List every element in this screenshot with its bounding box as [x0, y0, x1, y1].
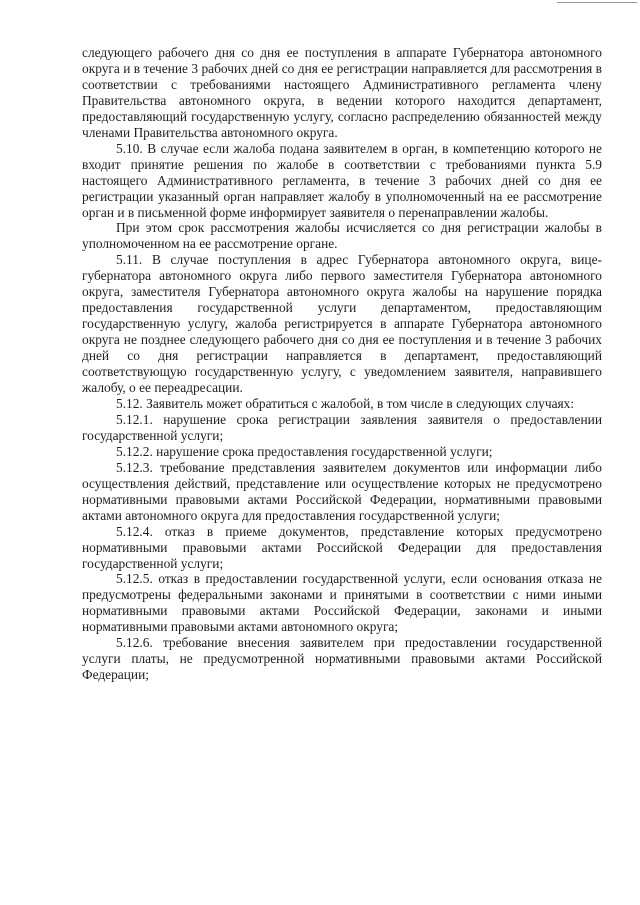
document-body [82, 45, 602, 683]
paragraph-5-12-4: 5.12.4. отказ в приеме документов, представление которых предусмотрено нормативными правовыми актами Российской Федерации для предоставления государственной услуги; [82, 523, 602, 571]
paragraph-5-12: 5.12. Заявитель может обратиться с жалобой, в том числе в следующих случаях: [116, 395, 575, 411]
paragraph-5-12-3: 5.12.3. требование представления заявителем документов или информации либо осуществления действий, представление или осуществление которых не предусмотрено нормативными правовыми актами Российской Федерации, нормативными правовыми актами автономного округа для предоставления государственной услуги; [82, 459, 602, 523]
paragraph-5-10: 5.10. В случае если жалоба подана заявителем в орган, в компетенцию которого не входит принятие решения по жалобе в соответствии с требованиями пункта 5.9 настоящего Административного регламента, в течение 3 рабочих дней со дня ее регистрации указанный орган направляет жалобу в уполномоченный на ее рассмотрение орган и в письменной форме информирует заявителя о перенаправлении жалобы. [82, 140, 602, 220]
paragraph-deadline-note: При этом срок рассмотрения жалобы исчисляется со дня регистрации жалобы в уполномоченном на ее рассмотрение органе. [82, 220, 602, 252]
paragraph-continuation: следующего рабочего дня со дня ее поступления в аппарате Губернатора автономного округа и в течение 3 рабочих дней со дня ее регистрации направляется для рассмотрения в соответствии с требованиями настоящего Административного регламента члену Правительства автономного округа, в ведении которого находится департамент, предоставляющий государственную услугу, согласно распределению обязанностей между членами Правительства автономного округа. [82, 45, 602, 140]
top-edge-rule [557, 2, 637, 3]
paragraph-5-12-2: 5.12.2. нарушение срока предоставления государственной услуги; [116, 443, 493, 459]
paragraph-5-12-6: 5.12.6. требование внесения заявителем при предоставлении государственной услуги платы, не предусмотренной нормативными правовыми актами Российской Федерации; [82, 635, 602, 683]
paragraph-5-12-5: 5.12.5. отказ в предоставлении государственной услуги, если основания отказа не предусмотрены федеральными законами и принятыми в соответствии с ними иными нормативными правовыми актами Российской Федерации, законами и иными нормативными правовыми актами автономного округа; [82, 571, 602, 635]
paragraph-5-11: 5.11. В случае поступления в адрес Губернатора автономного округа, вице-губернатора автономного округа либо первого заместителя Губернатора автономного округа, заместителя Губернатора автономного округа жалобы на нарушение порядка предоставления государственной услуги департаментом, предоставляющим государственную услугу, жалоба регистрируется в аппарате Губернатора автономного округа не позднее следующего рабочего дня со дня ее поступления и в течение 3 рабочих дней со дня регистрации направляется в департамент, предоставляющий соответствующую государственную услугу, с уведомлением заявителя, направившего жалобу, о ее переадресации. [82, 252, 602, 396]
paragraph-5-12-1: 5.12.1. нарушение срока регистрации заявления заявителя о предоставлении государственной услуги; [82, 411, 602, 443]
